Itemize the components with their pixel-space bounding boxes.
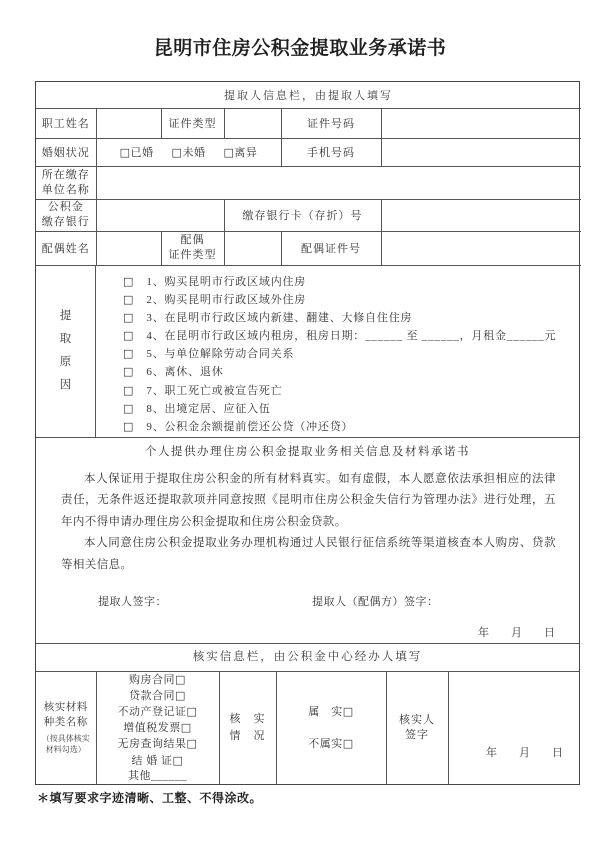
material-checkbox[interactable]: □ (172, 753, 184, 767)
material-item-other[interactable]: 其他______ (128, 769, 187, 782)
verify-signature-area[interactable] (448, 672, 581, 784)
reason-checkbox-7[interactable]: □ (123, 383, 134, 397)
signature-row (36, 593, 579, 609)
material-item-loan-contract: 贷款合同□ (129, 688, 186, 702)
result-true-option: 属 实□ (308, 704, 354, 718)
verifier-signature-label: 核实人 签字 (386, 672, 448, 784)
reason-text-5: 5、与单位解除劳动合同关系 (146, 348, 295, 361)
result-false-option: 不属实□ (308, 736, 354, 750)
footnote: ＊填写要求字迹清晰、工整、不得涂改。 (37, 791, 263, 805)
phone-input[interactable] (381, 138, 581, 166)
reason-checkbox-4[interactable]: □ (123, 329, 134, 343)
employee-name-input[interactable] (96, 108, 161, 138)
checkbox-unmarried-label: 未婚 (182, 147, 206, 159)
reason-item-6 (123, 363, 579, 381)
checkbox-icon: □ (171, 146, 183, 159)
reason-checkbox-2[interactable]: □ (123, 292, 134, 306)
verify-material-note: （按具体核实材料勾选） (41, 734, 90, 755)
reason-checkbox-8[interactable]: □ (123, 401, 134, 415)
pledge-section (36, 438, 579, 644)
reason-checkbox-5[interactable]: □ (123, 347, 134, 361)
result-true-checkbox[interactable]: □ (342, 704, 354, 718)
reason-checkbox-3[interactable]: □ (123, 310, 134, 324)
table-row (36, 108, 581, 138)
reason-text-1: 1、购买昆明市行政区域内住房 (146, 275, 307, 288)
verify-materials-cell (96, 672, 219, 784)
form-container (35, 81, 580, 785)
applicant-section-header: 提取人信息栏，由提取人填写 (36, 82, 581, 108)
table-row (36, 166, 581, 199)
applicant-signature-label: 提取人签字： (98, 596, 167, 608)
table-row (36, 672, 581, 784)
material-checkbox[interactable]: □ (175, 672, 186, 686)
verify-result-cell (276, 672, 386, 784)
result-false-checkbox[interactable]: □ (342, 736, 354, 750)
bank-card-input[interactable] (381, 199, 581, 231)
material-item-marriage-cert: 结 婚 证□ (131, 753, 184, 767)
reason-text-2: 2、购买昆明市行政区域外住房 (146, 293, 307, 306)
verify-situation-label: 核 实 情 况 (219, 672, 276, 784)
table-row (36, 231, 581, 265)
material-item-no-house-result: 无房查询结果□ (117, 737, 198, 751)
material-checkbox[interactable]: □ (186, 704, 198, 718)
checkbox-divorced[interactable] (223, 144, 257, 160)
material-item-purchase-contract: 购房合同□ (129, 672, 186, 686)
material-checkbox[interactable]: □ (186, 737, 198, 751)
reason-text-7: 7、职工死亡或被宣告死亡 (146, 384, 283, 397)
withdrawal-reasons-label: 提取原因 (36, 266, 96, 437)
spouse-name-input[interactable] (96, 231, 161, 265)
verify-material-label: 核实材料 种类名称 （按具体核实材料勾选） (36, 672, 96, 784)
material-item-property-cert: 不动产登记证□ (117, 704, 198, 718)
spouse-id-type-label: 配偶 证件类型 (161, 231, 224, 265)
checkbox-icon: □ (223, 146, 235, 159)
applicant-info-table (36, 82, 581, 266)
spouse-id-type-input[interactable] (224, 231, 281, 265)
pledge-paragraph-2: 本人同意住房公积金提取业务办理机构通过人民银行征信系统等渠道核查本人购房、贷款等相关信息。 (61, 537, 556, 571)
table-row (36, 199, 581, 231)
verify-date-label: 年 月 日 (486, 746, 563, 759)
reason-item-3 (123, 309, 579, 327)
pledge-title: 个人提供办理住房公积金提取业务相关信息及材料承诺书 (145, 445, 470, 458)
id-number-label: 证件号码 (281, 108, 381, 138)
page-title: 昆明市住房公积金提取业务承诺书 (153, 38, 447, 59)
material-checkbox[interactable]: □ (175, 688, 186, 702)
reason-item-7 (123, 382, 579, 400)
reason-item-2 (123, 291, 579, 309)
spouse-signature-label: 提取人（配偶方）签字： (312, 596, 439, 608)
reason-text-8: 8、出境定居、应征入伍 (146, 402, 271, 415)
reason-item-5 (123, 345, 579, 363)
material-checkbox[interactable]: □ (180, 721, 192, 735)
spouse-id-number-label: 配偶证件号 (281, 231, 381, 265)
deposit-bank-label: 公积金 缴存银行 (36, 199, 96, 231)
withdrawal-reasons-list (96, 266, 579, 437)
employer-input[interactable] (96, 166, 581, 199)
employee-name-label: 职工姓名 (36, 108, 96, 138)
reason-text-4: 4、在昆明市行政区域内租房，租房日期：______ 至 ______，月租金______元 (146, 330, 557, 343)
reason-text-6: 6、离休、退休 (146, 366, 224, 379)
verify-table (36, 672, 581, 784)
reason-item-9 (123, 418, 579, 436)
checkbox-divorced-label: 离异 (234, 147, 258, 159)
marital-options-cell (96, 138, 281, 166)
pledge-paragraph-1: 本人保证用于提取住房公积金的所有材料真实。如有虚假，本人愿意依法承担相应的法律责任，无条件返还提取款项并同意按照《昆明市住房公积金失信行为管理办法》进行处理，五年内不得申请办理住房公积金提取和住房公积金贷款。 (61, 472, 556, 528)
reason-item-1 (123, 273, 579, 291)
applicant-section-header-row (36, 82, 581, 108)
id-type-input[interactable] (224, 108, 281, 138)
reason-checkbox-9[interactable]: □ (123, 420, 134, 433)
phone-label: 手机号码 (281, 138, 381, 166)
checkbox-unmarried[interactable] (172, 144, 206, 160)
id-type-label: 证件类型 (161, 108, 224, 138)
spouse-name-label: 配偶姓名 (36, 231, 96, 265)
pledge-date-label: 年 月 日 (478, 627, 555, 639)
reason-checkbox-1[interactable]: □ (123, 274, 134, 288)
reason-item-4 (123, 327, 579, 345)
marital-status-label: 婚姻状况 (36, 138, 96, 166)
checkbox-icon: □ (119, 146, 131, 159)
reason-text-9: 9、公积金余额提前偿还公贷（冲还贷） (146, 421, 354, 433)
table-row (36, 138, 581, 166)
spouse-id-number-input[interactable] (381, 231, 581, 265)
material-item-vat-invoice: 增值税发票□ (123, 721, 192, 735)
bank-card-label: 缴存银行卡（存折）号 (224, 199, 381, 231)
reason-item-8 (123, 400, 579, 418)
checkbox-married[interactable] (120, 144, 154, 160)
employer-label: 所在缴存 单位名称 (36, 166, 96, 199)
verify-section-header: 核实信息栏，由公积金中心经办人填写 (36, 644, 579, 672)
reason-text-3: 3、在昆明市行政区域内新建、翻建、大修自住住房 (146, 311, 413, 324)
deposit-bank-input[interactable] (96, 199, 224, 231)
checkbox-married-label: 已婚 (130, 147, 154, 159)
id-number-input[interactable] (381, 108, 581, 138)
withdrawal-reasons-section (36, 266, 579, 438)
reason-checkbox-6[interactable]: □ (123, 365, 134, 379)
